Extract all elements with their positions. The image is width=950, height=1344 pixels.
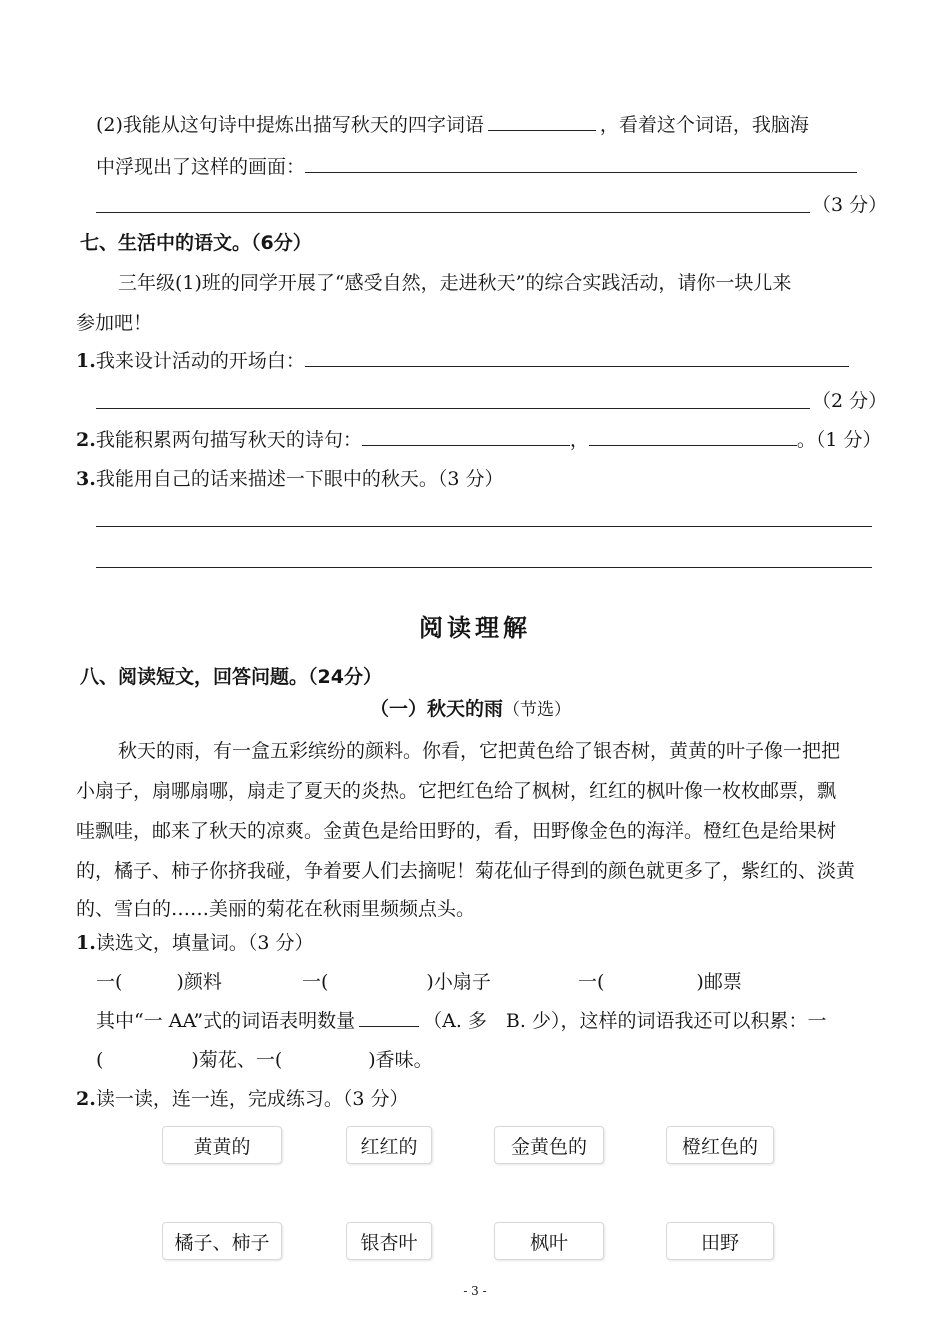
s7-q3 (76, 470, 503, 489)
page-number: - 3 - (463, 1284, 487, 1298)
section7-intro-line2: 参加吧！ (76, 312, 153, 334)
match-box-top[interactable] (494, 1126, 604, 1164)
fill-suffix: )小扇子 (426, 971, 491, 993)
match-box-bottom[interactable] (162, 1222, 282, 1260)
match-box-bottom[interactable] (346, 1222, 432, 1260)
r-q1-line2 (96, 1012, 826, 1031)
match-box-label: 金黄色的 (510, 1135, 587, 1158)
s7-q1 (76, 352, 849, 371)
quantity-choice-blank[interactable] (359, 1025, 419, 1027)
s7-q3-text: 我能用自己的话来描述一下眼中的秋天。（3 分） (95, 468, 504, 490)
q2-sub-score: （3 分） (812, 194, 888, 216)
passage-title-note: （节选） (503, 700, 572, 720)
s7-q2-end: 。（1 分） (796, 429, 882, 451)
passage-line: 小扇子，扇哪扇哪，扇走了夏天的炎热。它把红色给了枫树，红红的枫叶像一枚枚邮票，飘 (76, 780, 837, 802)
passage-title (370, 700, 571, 719)
section7-title: 七、生活中的语文。（6分） (80, 232, 312, 254)
s7-q1-text: 我来设计活动的开场白： (95, 350, 305, 372)
autumn-description-blank-2[interactable] (96, 567, 872, 568)
measure-word-fill-3 (578, 973, 742, 992)
passage-line: 的、雪白的……美丽的菊花在秋雨里频频点头。 (76, 898, 476, 920)
section7-intro-line1: 三年级(1)班的同学开展了“感受自然，走进秋天”的综合实践活动，请你一块儿来 (118, 272, 792, 294)
measure-word-fill-2 (302, 973, 491, 992)
passage-line: 的，橘子、柿子你挤我碰，争着要人们去摘呢！菊花仙子得到的颜色就更多了，紫红的、淡黄 (76, 860, 856, 882)
r-q1-line3 (96, 1051, 433, 1070)
match-box-top[interactable] (346, 1126, 432, 1164)
fill-suffix: )邮票 (696, 971, 742, 993)
r-q1-text: 读选文，填量词。（3 分） (95, 932, 314, 954)
match-box-label: 橘子、柿子 (174, 1231, 270, 1254)
fill-prefix: 一( (578, 971, 605, 993)
s7-q2-comma: ， (569, 429, 589, 451)
section8-title: 八、阅读短文，回答问题。（24分） (80, 666, 382, 688)
fill-suffix: )香味。 (368, 1049, 433, 1071)
match-box-label: 黄黄的 (193, 1135, 251, 1158)
reading-heading: 阅读理解 (419, 614, 531, 642)
fill-prefix: 一( (96, 971, 123, 993)
match-box-label: 红红的 (360, 1135, 418, 1158)
match-box-bottom[interactable] (666, 1222, 774, 1260)
match-box-label: 银杏叶 (360, 1231, 418, 1254)
r-q1 (76, 934, 313, 953)
autumn-description-blank-1[interactable] (96, 526, 872, 527)
s7-q1-num: 1. (76, 350, 96, 372)
fill-suffix: )颜料 (176, 971, 222, 993)
match-box-label: 田野 (700, 1231, 739, 1254)
r-q1-line2-tail: （A. 多 B. 少），这样的词语我还可以积累：一 (423, 1010, 827, 1032)
poem-line-blank-1[interactable] (362, 444, 570, 446)
match-box-bottom[interactable] (494, 1222, 604, 1260)
fill-prefix: ( (96, 1049, 104, 1071)
passage-line: 秋天的雨，有一盒五彩缤纷的颜料。你看，它把黄色给了银杏树，黄黄的叶子像一把把 (118, 740, 841, 762)
fill-middle: )菊花、一( (191, 1049, 283, 1071)
measure-word-fill-1 (96, 973, 222, 992)
q2-sub-text-cont: ，看着这个词语，我脑海 (599, 114, 809, 136)
s7-q2 (76, 431, 882, 450)
opening-remarks-blank-1[interactable] (305, 365, 849, 367)
q2-sub-line2-text: 中浮现出了这样的画面： (96, 156, 306, 178)
s7-q2-num: 2. (76, 429, 96, 451)
s7-q1-score: （2 分） (812, 390, 888, 412)
q2-sub-text: (2)我能从这句诗中提炼出描写秋天的四字词语 (96, 114, 484, 136)
q2-sub-line1 (96, 116, 809, 135)
r-q2 (76, 1090, 408, 1109)
match-box-label: 枫叶 (529, 1231, 568, 1254)
match-box-label: 橙红色的 (681, 1135, 758, 1158)
q2-sub-line2 (96, 158, 857, 177)
four-char-word-blank[interactable] (488, 129, 596, 131)
passage-line: 哇飘哇，邮来了秋天的凉爽。金黄色是给田野的，看，田野像金色的海洋。橙红色是给果树 (76, 820, 837, 842)
match-box-top[interactable] (666, 1126, 774, 1164)
r-q2-text: 读一读，连一连，完成练习。（3 分） (95, 1088, 409, 1110)
s7-q3-num: 3. (76, 468, 96, 490)
r-q1-num: 1. (76, 932, 96, 954)
match-box-top[interactable] (162, 1126, 282, 1164)
r-q1-line2-text: 其中“一 AA”式的词语表明数量 (96, 1010, 356, 1032)
s7-q2-text: 我能积累两句描写秋天的诗句： (95, 429, 362, 451)
poem-line-blank-2[interactable] (589, 444, 797, 446)
scene-blank-2[interactable] (96, 212, 810, 213)
passage-title-text: （一）秋天的雨 (370, 698, 504, 720)
scene-blank-1[interactable] (305, 171, 857, 173)
fill-prefix: 一( (302, 971, 329, 993)
r-q2-num: 2. (76, 1088, 96, 1110)
opening-remarks-blank-2[interactable] (96, 408, 810, 409)
